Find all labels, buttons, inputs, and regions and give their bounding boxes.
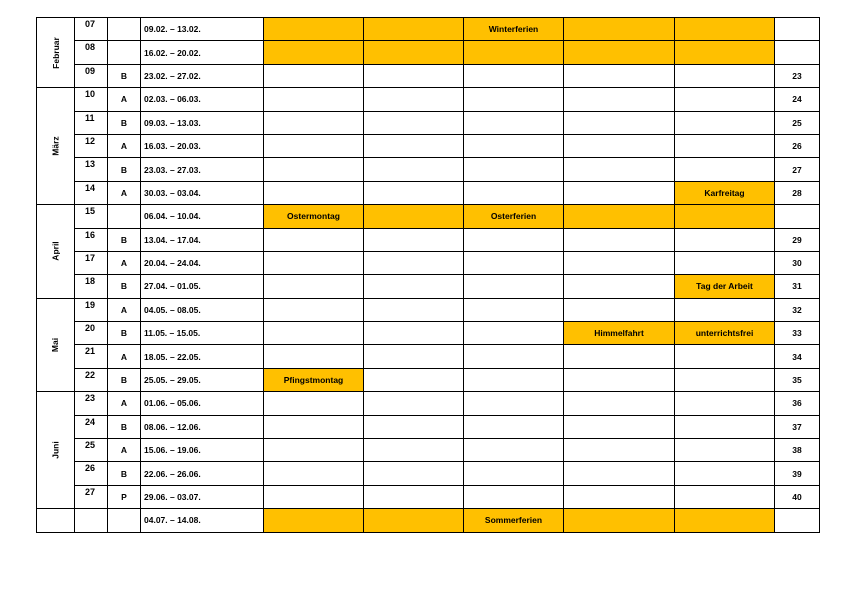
date-range-cell: 04.07. – 14.08. <box>141 509 264 532</box>
event-cell <box>464 275 564 298</box>
week-type-cell: A <box>108 439 141 462</box>
table-row <box>37 485 820 508</box>
school-week-count-cell: 26 <box>775 134 820 157</box>
month-label: Februar <box>50 36 61 69</box>
event-cell <box>364 181 464 204</box>
date-range-cell: 18.05. – 22.05. <box>141 345 264 368</box>
event-cell <box>675 392 775 415</box>
event-cell <box>464 228 564 251</box>
school-week-count-cell: 35 <box>775 368 820 391</box>
event-cell <box>264 181 364 204</box>
event-cell <box>264 158 364 181</box>
event-cell <box>564 134 675 157</box>
event-cell <box>264 392 364 415</box>
table-row <box>37 64 820 87</box>
week-number-cell: 24 <box>75 415 108 438</box>
event-cell <box>364 485 464 508</box>
school-week-count-cell: 28 <box>775 181 820 204</box>
date-range-cell: 23.03. – 27.03. <box>141 158 264 181</box>
event-cell <box>264 298 364 321</box>
week-type-cell: A <box>108 298 141 321</box>
event-cell <box>564 18 675 41</box>
week-number-cell: 15 <box>75 205 108 228</box>
event-cell <box>464 41 564 64</box>
school-week-count-cell: 25 <box>775 111 820 134</box>
week-type-cell: B <box>108 275 141 298</box>
event-cell <box>564 485 675 508</box>
date-range-cell: 01.06. – 05.06. <box>141 392 264 415</box>
week-number-cell: 11 <box>75 111 108 134</box>
week-type-cell: A <box>108 181 141 204</box>
week-number-cell: 16 <box>75 228 108 251</box>
date-range-cell: 04.05. – 08.05. <box>141 298 264 321</box>
event-cell <box>675 134 775 157</box>
table-row <box>37 345 820 368</box>
event-cell <box>564 111 675 134</box>
week-type-cell: B <box>108 415 141 438</box>
table-row <box>37 181 820 204</box>
event-cell <box>464 462 564 485</box>
event-cell <box>364 111 464 134</box>
event-cell <box>564 88 675 111</box>
event-cell <box>364 345 464 368</box>
school-calendar-table <box>36 17 820 533</box>
week-number-cell: 20 <box>75 322 108 345</box>
event-cell <box>675 64 775 87</box>
school-week-count-cell: 36 <box>775 392 820 415</box>
week-number-cell: 23 <box>75 392 108 415</box>
table-row <box>37 509 820 532</box>
event-cell <box>264 228 364 251</box>
event-cell <box>264 275 364 298</box>
event-cell <box>464 158 564 181</box>
table-row <box>37 251 820 274</box>
event-cell <box>675 415 775 438</box>
week-number-cell: 25 <box>75 439 108 462</box>
event-cell <box>364 415 464 438</box>
event-cell-himmelfahrt: Himmelfahrt <box>564 322 675 345</box>
week-number-cell <box>75 509 108 532</box>
event-cell <box>675 298 775 321</box>
event-cell <box>264 88 364 111</box>
event-cell <box>675 41 775 64</box>
week-type-cell: B <box>108 64 141 87</box>
date-range-cell: 25.05. – 29.05. <box>141 368 264 391</box>
event-cell <box>364 462 464 485</box>
event-cell <box>675 88 775 111</box>
table-row <box>37 392 820 415</box>
event-cell <box>564 462 675 485</box>
event-cell <box>675 462 775 485</box>
date-range-cell: 02.03. – 06.03. <box>141 88 264 111</box>
table-row <box>37 368 820 391</box>
table-row <box>37 111 820 134</box>
event-cell <box>464 251 564 274</box>
table-row <box>37 415 820 438</box>
week-number-cell: 18 <box>75 275 108 298</box>
event-cell <box>464 439 564 462</box>
event-cell <box>675 228 775 251</box>
week-type-cell: A <box>108 345 141 368</box>
week-number-cell: 08 <box>75 41 108 64</box>
table-row <box>37 322 820 345</box>
event-cell-karfreitag: Karfreitag <box>675 181 775 204</box>
event-cell-ostermontag: Ostermontag <box>264 205 364 228</box>
month-cell-februar <box>37 18 75 88</box>
week-type-cell: B <box>108 158 141 181</box>
date-range-cell: 09.02. – 13.02. <box>141 18 264 41</box>
week-type-cell: B <box>108 322 141 345</box>
week-number-cell: 07 <box>75 18 108 41</box>
event-cell-pfingstmontag: Pfingstmontag <box>264 368 364 391</box>
week-number-cell: 26 <box>75 462 108 485</box>
event-cell <box>564 64 675 87</box>
week-number-cell: 19 <box>75 298 108 321</box>
event-cell <box>564 368 675 391</box>
event-cell-tag-der-arbeit: Tag der Arbeit <box>675 275 775 298</box>
event-cell <box>364 205 464 228</box>
date-range-cell: 09.03. – 13.03. <box>141 111 264 134</box>
event-cell <box>564 439 675 462</box>
school-week-count-cell <box>775 509 820 532</box>
month-cell-april <box>37 205 75 299</box>
week-number-cell: 10 <box>75 88 108 111</box>
month-label: März <box>50 136 61 156</box>
school-week-count-cell: 31 <box>775 275 820 298</box>
event-cell <box>675 509 775 532</box>
week-number-cell: 13 <box>75 158 108 181</box>
week-type-cell: A <box>108 134 141 157</box>
event-cell <box>364 439 464 462</box>
event-cell <box>564 345 675 368</box>
event-cell <box>564 275 675 298</box>
date-range-cell: 06.04. – 10.04. <box>141 205 264 228</box>
school-week-count-cell: 34 <box>775 345 820 368</box>
event-cell <box>564 41 675 64</box>
event-cell <box>264 41 364 64</box>
event-cell <box>364 368 464 391</box>
event-cell <box>564 415 675 438</box>
week-type-cell: B <box>108 228 141 251</box>
week-type-cell: A <box>108 88 141 111</box>
event-cell <box>364 228 464 251</box>
date-range-cell: 30.03. – 03.04. <box>141 181 264 204</box>
date-range-cell: 23.02. – 27.02. <box>141 64 264 87</box>
school-week-count-cell: 40 <box>775 485 820 508</box>
event-cell <box>364 392 464 415</box>
event-cell <box>364 134 464 157</box>
month-cell-maerz <box>37 88 75 205</box>
table-row <box>37 228 820 251</box>
event-cell <box>564 205 675 228</box>
date-range-cell: 16.02. – 20.02. <box>141 41 264 64</box>
school-week-count-cell: 23 <box>775 64 820 87</box>
event-cell <box>364 298 464 321</box>
week-number-cell: 09 <box>75 64 108 87</box>
week-type-cell <box>108 509 141 532</box>
event-cell <box>364 275 464 298</box>
month-cell-empty <box>37 509 75 532</box>
table-row <box>37 439 820 462</box>
table-row <box>37 18 820 41</box>
event-cell <box>564 509 675 532</box>
event-cell <box>464 298 564 321</box>
event-cell <box>264 345 364 368</box>
date-range-cell: 27.04. – 01.05. <box>141 275 264 298</box>
school-week-count-cell <box>775 205 820 228</box>
table-row <box>37 275 820 298</box>
event-cell-unterrichtsfrei: unterrichtsfrei <box>675 322 775 345</box>
school-week-count-cell: 32 <box>775 298 820 321</box>
event-cell <box>464 415 564 438</box>
school-week-count-cell: 29 <box>775 228 820 251</box>
event-cell <box>264 64 364 87</box>
event-cell <box>564 181 675 204</box>
school-week-count-cell: 27 <box>775 158 820 181</box>
event-cell <box>264 415 364 438</box>
week-number-cell: 12 <box>75 134 108 157</box>
event-cell <box>675 111 775 134</box>
event-cell <box>464 322 564 345</box>
table-row <box>37 88 820 111</box>
week-type-cell <box>108 205 141 228</box>
month-label: Mai <box>50 337 61 353</box>
week-type-cell: A <box>108 251 141 274</box>
school-week-count-cell: 33 <box>775 322 820 345</box>
event-cell <box>675 439 775 462</box>
event-cell <box>675 485 775 508</box>
event-cell-sommerferien: Sommerferien <box>464 509 564 532</box>
table-row <box>37 462 820 485</box>
week-type-cell <box>108 18 141 41</box>
week-type-cell: A <box>108 392 141 415</box>
event-cell <box>364 509 464 532</box>
event-cell <box>364 158 464 181</box>
event-cell <box>675 158 775 181</box>
date-range-cell: 16.03. – 20.03. <box>141 134 264 157</box>
month-cell-mai <box>37 298 75 392</box>
week-number-cell: 22 <box>75 368 108 391</box>
event-cell <box>464 392 564 415</box>
event-cell <box>264 485 364 508</box>
event-cell-winterferien: Winterferien <box>464 18 564 41</box>
event-cell <box>364 18 464 41</box>
table-row <box>37 41 820 64</box>
school-week-count-cell: 39 <box>775 462 820 485</box>
event-cell <box>264 509 364 532</box>
week-number-cell: 27 <box>75 485 108 508</box>
week-type-cell: B <box>108 368 141 391</box>
event-cell <box>364 64 464 87</box>
date-range-cell: 15.06. – 19.06. <box>141 439 264 462</box>
event-cell-osterferien: Osterferien <box>464 205 564 228</box>
event-cell <box>564 298 675 321</box>
date-range-cell: 11.05. – 15.05. <box>141 322 264 345</box>
event-cell <box>564 392 675 415</box>
event-cell <box>364 322 464 345</box>
event-cell <box>464 134 564 157</box>
school-week-count-cell <box>775 18 820 41</box>
school-week-count-cell: 38 <box>775 439 820 462</box>
week-number-cell: 21 <box>75 345 108 368</box>
week-number-cell: 17 <box>75 251 108 274</box>
table-row <box>37 205 820 228</box>
event-cell <box>675 18 775 41</box>
event-cell <box>264 251 364 274</box>
month-cell-juni <box>37 392 75 509</box>
week-type-cell: P <box>108 485 141 508</box>
event-cell <box>364 251 464 274</box>
event-cell <box>264 439 364 462</box>
date-range-cell: 13.04. – 17.04. <box>141 228 264 251</box>
event-cell <box>264 462 364 485</box>
date-range-cell: 29.06. – 03.07. <box>141 485 264 508</box>
date-range-cell: 20.04. – 24.04. <box>141 251 264 274</box>
event-cell <box>464 64 564 87</box>
event-cell <box>264 134 364 157</box>
table-row <box>37 298 820 321</box>
event-cell <box>464 368 564 391</box>
event-cell <box>564 228 675 251</box>
event-cell <box>264 322 364 345</box>
school-week-count-cell: 24 <box>775 88 820 111</box>
event-cell <box>675 205 775 228</box>
date-range-cell: 22.06. – 26.06. <box>141 462 264 485</box>
school-week-count-cell <box>775 41 820 64</box>
event-cell <box>464 485 564 508</box>
event-cell <box>564 251 675 274</box>
event-cell <box>264 18 364 41</box>
event-cell <box>675 368 775 391</box>
event-cell <box>464 345 564 368</box>
table-row <box>37 134 820 157</box>
school-week-count-cell: 37 <box>775 415 820 438</box>
event-cell <box>364 88 464 111</box>
event-cell <box>464 111 564 134</box>
school-week-count-cell: 30 <box>775 251 820 274</box>
event-cell <box>464 88 564 111</box>
event-cell <box>364 41 464 64</box>
week-type-cell <box>108 41 141 64</box>
event-cell <box>564 158 675 181</box>
month-label: April <box>50 241 61 262</box>
table-row <box>37 158 820 181</box>
event-cell <box>464 181 564 204</box>
date-range-cell: 08.06. – 12.06. <box>141 415 264 438</box>
week-number-cell: 14 <box>75 181 108 204</box>
month-label: Juni <box>50 441 61 459</box>
week-type-cell: B <box>108 462 141 485</box>
event-cell <box>264 111 364 134</box>
event-cell <box>675 345 775 368</box>
week-type-cell: B <box>108 111 141 134</box>
event-cell <box>675 251 775 274</box>
